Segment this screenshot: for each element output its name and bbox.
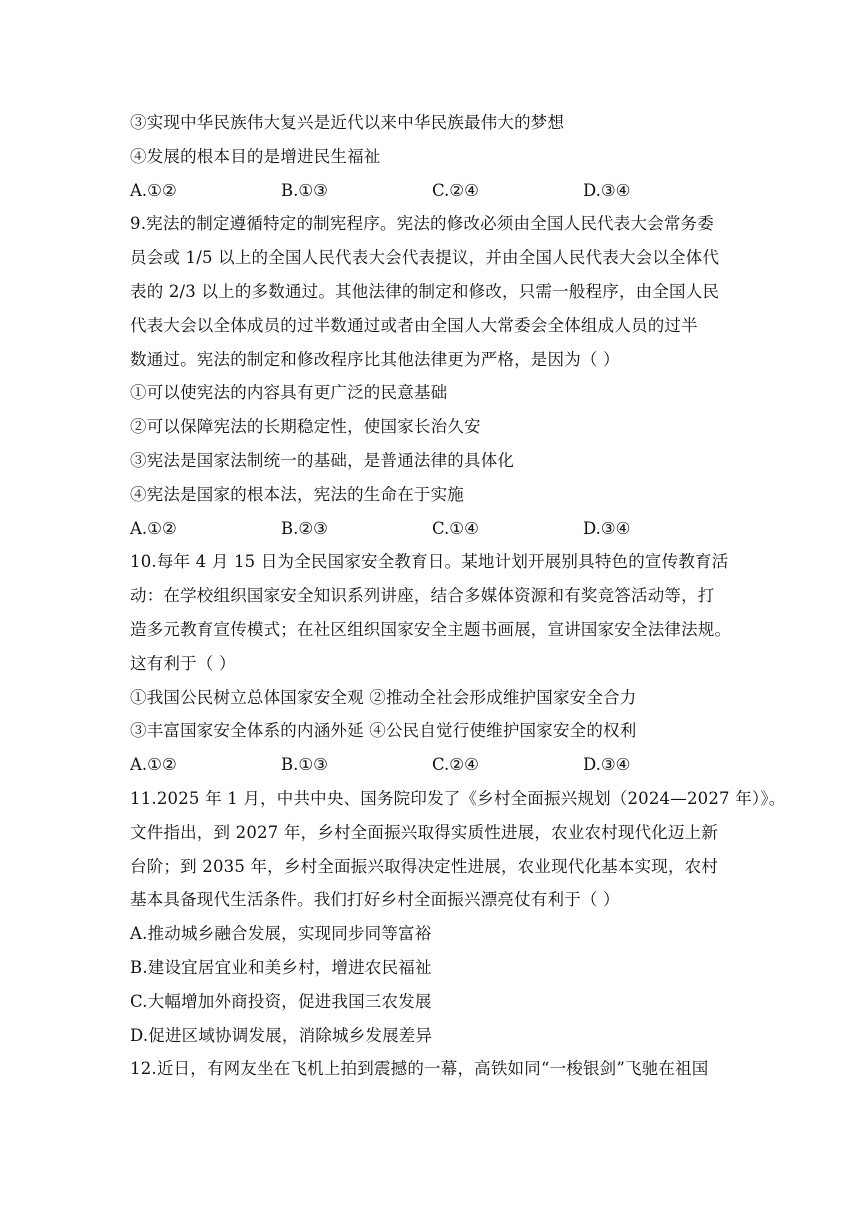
option-c: C.①④	[432, 518, 479, 538]
statement-3: ③实现中华民族伟大复兴是近代以来中华民族最伟大的梦想	[130, 113, 565, 132]
option-c: C.②④	[432, 180, 479, 200]
question-9	[130, 207, 742, 545]
choice-c: C.大幅增加外商投资，促进我国三农发展	[130, 991, 432, 1011]
question-stem-line: 数通过。宪法的制定和修改程序比其他法律更为严格，是因为（ ）	[130, 349, 620, 369]
question-stem-line: 文件指出，到 2027 年，乡村全面振兴取得实质性进展，农业农村现代化迈上新	[130, 822, 719, 842]
statement-pair-1-2: ①我国公民树立总体国家安全观 ②推动全社会形成维护国家安全合力	[130, 687, 637, 707]
question-stem-line: 9.宪法的制定遵循特定的制宪程序。宪法的修改必须由全国人民代表大会常务委	[130, 214, 714, 234]
question-stem-line: 基本具备现代生活条件。我们打好乡村全面振兴漂亮仗有利于（ ）	[130, 890, 620, 910]
question-stem-line: 员会或 1/5 以上的全国人民代表大会代表提议，并由全国人民代表大会以全体代	[130, 248, 720, 268]
option-a: A.①②	[130, 518, 177, 538]
answer-options	[130, 748, 742, 782]
question-11	[130, 782, 786, 1052]
answer-options	[130, 512, 742, 546]
option-d: D.③④	[583, 180, 631, 200]
option-a: A.①②	[130, 180, 177, 200]
question-stem-line: 12.近日，有网友坐在飞机上拍到震撼的一幕，高铁如同“一梭银剑”飞驰在祖国	[130, 1059, 709, 1079]
option-c: C.②④	[432, 755, 479, 775]
statement-4: ④宪法是国家的根本法，宪法的生命在于实施	[130, 484, 464, 504]
choice-d: D.促进区域协调发展，消除城乡发展差异	[130, 1025, 433, 1045]
exam-page	[130, 106, 786, 1086]
choice-a: A.推动城乡融合发展，实现同步同等富裕	[130, 924, 432, 944]
statement-3: ③宪法是国家法制统一的基础，是普通法律的具体化	[130, 450, 515, 470]
question-8-tail	[130, 106, 742, 207]
question-stem-line: 代表大会以全体成员的过半数通过或者由全国人大常委会全体组成人员的过半	[130, 315, 698, 335]
statement-pair-3-4: ③丰富国家安全体系的内涵外延 ④公民自觉行使维护国家安全的权利	[130, 721, 637, 741]
answer-options	[130, 174, 742, 208]
option-b: B.①③	[281, 755, 328, 775]
statement-1: ①可以使宪法的内容具有更广泛的民意基础	[130, 383, 448, 403]
question-stem-line: 台阶；到 2035 年，乡村全面振兴取得决定性进展，农业现代化基本实现，农村	[130, 856, 719, 876]
question-stem-line: 造多元教育宣传模式；在社区组织国家安全主题书画展，宣讲国家安全法律法规。	[130, 619, 732, 639]
question-stem-line: 11.2025 年 1 月，中共中央、国务院印发了《乡村全面振兴规划（2024—2027 年）》。	[130, 788, 786, 808]
option-d: D.③④	[583, 755, 631, 775]
option-a: A.①②	[130, 755, 177, 775]
question-stem-line: 动：在学校组织国家安全知识系列讲座，结合多媒体资源和有奖竞答活动等，打	[130, 586, 715, 606]
question-12	[130, 1052, 742, 1086]
question-stem-line: 10.每年 4 月 15 日为全民国家安全教育日。某地计划开展别具特色的宣传教育活	[130, 552, 729, 572]
statement-2: ②可以保障宪法的长期稳定性，使国家长治久安	[130, 417, 481, 437]
option-d: D.③④	[583, 518, 631, 538]
question-stem-line: 这有利于（ ）	[130, 653, 236, 673]
choice-b: B.建设宜居宜业和美乡村，增进农民福祉	[130, 957, 432, 977]
question-10	[130, 545, 742, 782]
option-b: B.①③	[281, 180, 328, 200]
statement-4: ④发展的根本目的是增进民生福祉	[130, 146, 381, 166]
question-stem-line: 表的 2/3 以上的多数通过。其他法律的制定和修改，只需一般程序，由全国人民	[130, 281, 720, 301]
option-b: B.②③	[281, 518, 328, 538]
